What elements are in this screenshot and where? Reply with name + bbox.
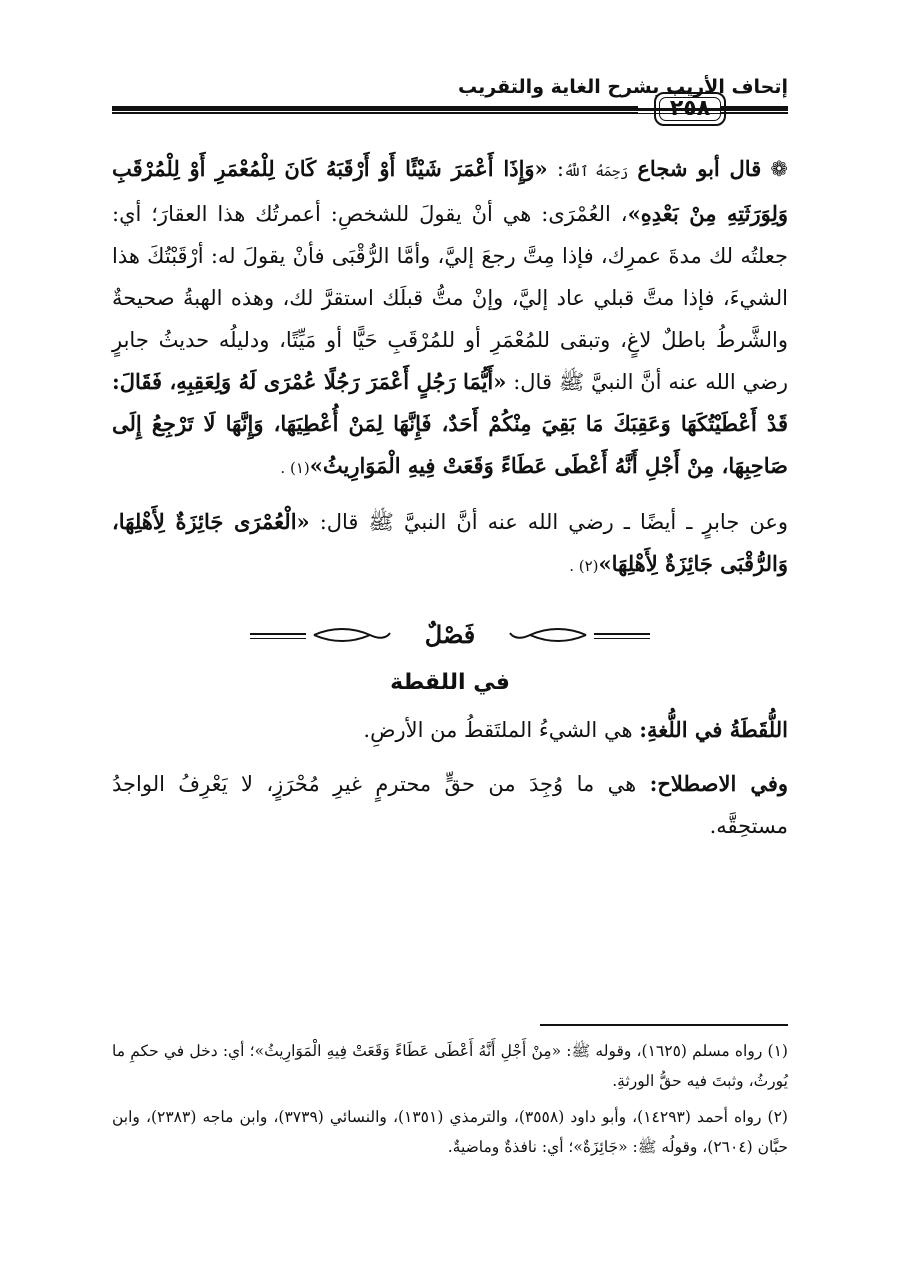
footnotes bbox=[112, 1036, 788, 1162]
paragraph-jabir bbox=[112, 501, 788, 587]
main-content bbox=[112, 148, 788, 847]
footnote-item bbox=[112, 1036, 788, 1096]
footnote-item bbox=[112, 1102, 788, 1162]
footnote-ref-2: (٢) . bbox=[569, 557, 599, 575]
ornament-line-left bbox=[250, 633, 306, 639]
footnote-text: رواه مسلم (١٦٢٥)، وقوله ﷺ: «مِنْ أَجْلِ أَنَّهُ أَعْطَى عَطَاءً وَقَعَتْ فِيهِ الْمَوَارِيثُ»؛ أي: دخل في حكمِ ما يُورثُ، وثبتَ فيه حقُّ الورثةِ. bbox=[112, 1042, 788, 1090]
footnote-text: رواه أحمد (١٤٢٩٣)، وأبو داود (٣٥٥٨)، والترمذي (١٣٥١)، والنسائي (٣٧٣٩)، وابن ماجه (٢٣٨٣)، وابن حبَّان (٢٦٠٤)، وقولُه ﷺ: «جَائِزَةٌ»؛ أي: نافذةٌ وماضيةٌ. bbox=[112, 1108, 788, 1156]
matn-quote: «وَإِذَا أَعْمَرَ شَيْئًا أَوْ أَرْقَبَهُ كَانَ لِلْمُعْمَرِ أَوْ لِلْمُرْقَبِ وَلِوَرَثَتِهِ مِنْ بَعْدِهِ» bbox=[112, 156, 788, 226]
footnote-marker: (١) bbox=[767, 1042, 788, 1060]
definition-text: هي الشيءُ الملتَقطُ من الأرضِ. bbox=[363, 718, 640, 742]
ornament-line-right bbox=[594, 633, 650, 639]
explanation-text: ، العُمْرَى: هي أنْ يقولَ للشخصِ: أعمرتُك هذا العقارَ؛ أي: جعلتُه لك مدةَ عمرِك، فإذا مِتَّ رجعَ إليَّ، وأمَّا الرُّقْبَى فأنْ يقولَ له: أرْقَبْتُكَ هذا الشيءَ، فإذا متَّ قبلي عاد إليَّ، وإنْ متُّ قبلَك استقرَّ لك، وهذه الهبةُ صحيحةٌ والشَّرطُ باطلٌ لاغٍ، وتبقى للمُعْمَرِ أو للمُرْقَبِ حَيًّا أو مَيِّتًا، ودليلُه حديثُ جابرٍ رضي الله عنه أنَّ النبيَّ ﷺ قال: bbox=[112, 202, 788, 394]
book-title: إتحاف الأريب بشرح الغاية والتقريب bbox=[458, 76, 788, 98]
definition-term: اللُّقَطَةُ في اللُّغةِ: bbox=[639, 717, 788, 742]
paragraph-umra: ❁ قال أبو شجاع رَحِمَهُ ٱللَّهُ: «وَإِذَا أَعْمَرَ شَيْئًا أَوْ أَرْقَبَهُ كَانَ لِلْمُعْمَرِ أَوْ لِلْمُرْقَبِ وَلِوَرَثَتِهِ مِنْ بَعْدِهِ»، العُمْرَى: هي أنْ يقولَ للشخصِ: أعمرتُك هذا العقارَ؛ أي: جعلتُه لك مدةَ عمرِك، فإذا مِتَّ رجعَ إليَّ، وأمَّا الرُّقْبَى فأنْ يقولَ له: أرْقَبْتُكَ هذا الشيءَ، فإذا متَّ قبلي عاد إليَّ، وإنْ متُّ قبلَك استقرَّ لك، وهذه الهبةُ صحيحةٌ والشَّرطُ باطلٌ لاغٍ، وتبقى للمُعْمَرِ أو للمُرْقَبِ حَيًّا أو مَيِّتًا، ودليلُه حديثُ جابرٍ رضي الله عنه أنَّ النبيَّ ﷺ قال: «أَيُّمَا رَجُلٍ أَعْمَرَ رَجُلًا عُمْرَى لَهُ وَلِعَقِبِهِ، فَقَالَ: قَدْ أَعْطَيْتُكَهَا وَعَقِبَكَ مَا بَقِيَ مِنْكُمْ أَحَدٌ، فَإِنَّهَا لِمَنْ أُعْطِيَهَا، وَإِنَّهَا لَا تَرْجِعُ إِلَى صَاحِبِهَا، مِنْ أَجْلِ أَنَّهُ أَعْطَى عَطَاءً وَقَعَتْ فِيهِ الْمَوَارِيثُ»(١) . bbox=[112, 156, 788, 478]
speaker-label: قال أبو شجاع bbox=[637, 156, 762, 181]
flower-icon: ❁ bbox=[761, 157, 788, 181]
section-title: فَصْلٌ bbox=[424, 620, 476, 649]
section-subtitle: في اللقطة bbox=[390, 670, 510, 695]
footnote-ref-1: (١) . bbox=[280, 459, 310, 477]
definition-technical bbox=[112, 763, 788, 847]
footnote-divider bbox=[540, 1024, 788, 1026]
page-number: ٢٥٨ bbox=[654, 92, 726, 126]
page-number-row bbox=[112, 92, 788, 132]
definition-term: وفي الاصطلاح: bbox=[649, 771, 789, 796]
hadith-text: «أَيُّمَا رَجُلٍ أَعْمَرَ رَجُلًا عُمْرَى لَهُ وَلِعَقِبِهِ، فَقَالَ: قَدْ أَعْطَيْتُكَهَا وَعَقِبَكَ مَا بَقِيَ مِنْكُمْ أَحَدٌ، فَإِنَّهَا لِمَنْ أُعْطِيَهَا، وَإِنَّهَا لَا تَرْجِعُ إِلَى صَاحِبِهَا، مِنْ أَجْلِ أَنَّهُ أَعْطَى عَطَاءً وَقَعَتْ فِيهِ الْمَوَارِيثُ» bbox=[112, 369, 788, 478]
honorific: رَحِمَهُ ٱللَّهُ bbox=[563, 164, 629, 180]
hadith-text-2: «الْعُمْرَى جَائِزَةٌ لِأَهْلِهَا، وَالرُّقْبَى جَائِزَةٌ لِأَهْلِهَا» bbox=[112, 509, 788, 576]
page-number-rule-right bbox=[720, 106, 788, 114]
section-ornament bbox=[250, 617, 650, 653]
page-number-rule-left bbox=[112, 106, 638, 114]
jabir-intro: وعن جابرٍ ـ أيضًا ـ رضي الله عنه أنَّ النبيَّ ﷺ قال: bbox=[309, 510, 788, 534]
swash-left-icon bbox=[312, 625, 392, 645]
swash-right-icon bbox=[508, 625, 588, 645]
footnote-marker: (٢) bbox=[767, 1108, 788, 1126]
definition-linguistic bbox=[112, 709, 788, 751]
definition-text: هي ما وُجِدَ من حقٍّ محترمٍ غيرِ مُحْرَزٍ، لا يَعْرِفُ الواجدُ مستحِقَّه. bbox=[112, 772, 788, 838]
